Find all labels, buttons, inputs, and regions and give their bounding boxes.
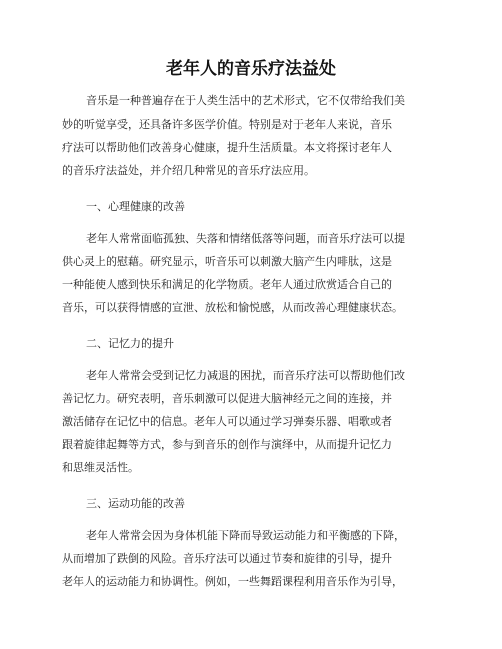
paragraph-line: 和思维灵活性。 — [62, 461, 139, 474]
paragraph-line: 从而增加了跌倒的风险。音乐疗法可以通过节奏和旋律的引导，提升 — [62, 552, 392, 565]
paragraph-line: 疗法可以帮助他们改善身心健康，提升生活质量。本文将探讨老年人 — [62, 141, 392, 154]
paragraph-line: 老年人的运动能力和协调性。例如，一些舞蹈课程利用音乐作为引导， — [62, 575, 403, 588]
paragraph-line: 老年人常常会受到记忆力减退的困扰，而音乐疗法可以帮助他们改 — [86, 369, 405, 382]
paragraph-line: 一种能使人感到快乐和满足的化学物质。老年人通过欣赏适合自己的 — [62, 278, 392, 291]
section-heading: 三、运动功能的改善 — [86, 497, 185, 510]
paragraph-line: 跟着旋律起舞等方式，参与到音乐的创作与演绎中，从而提升记忆力 — [62, 438, 392, 451]
paragraph-line: 老年人常常面临孤独、失落和情绪低落等问题，而音乐疗法可以提 — [86, 232, 405, 245]
paragraph-line: 善记忆力。研究表明，音乐刺激可以促进大脑神经元之间的连接，并 — [62, 392, 392, 405]
paragraph-line: 激活储存在记忆中的信息。老年人可以通过学习弹奏乐器、唱歌或者 — [62, 415, 392, 428]
paragraph-line: 老年人常常会因为身体机能下降而导致运动能力和平衡感的下降， — [86, 529, 405, 542]
paragraph-line: 音乐是一种普遍存在于人类生活中的艺术形式，它不仅带给我们美 — [86, 94, 405, 107]
document-title: 老年人的音乐疗法益处 — [166, 59, 336, 79]
paragraph-line: 音乐，可以获得情感的宣泄、放松和愉悦感，从而改善心理健康状态。 — [62, 301, 403, 314]
paragraph-line: 供心灵上的慰藉。研究显示，听音乐可以刺激大脑产生内啡肽，这是 — [62, 255, 392, 268]
section-heading: 二、记忆力的提升 — [86, 337, 174, 350]
paragraph-line: 的音乐疗法益处，并介绍几种常见的音乐疗法应用。 — [62, 164, 315, 177]
paragraph-line: 妙的听觉享受，还具备许多医学价值。特别是对于老年人来说，音乐 — [62, 118, 392, 131]
section-heading: 一、心理健康的改善 — [86, 200, 185, 213]
